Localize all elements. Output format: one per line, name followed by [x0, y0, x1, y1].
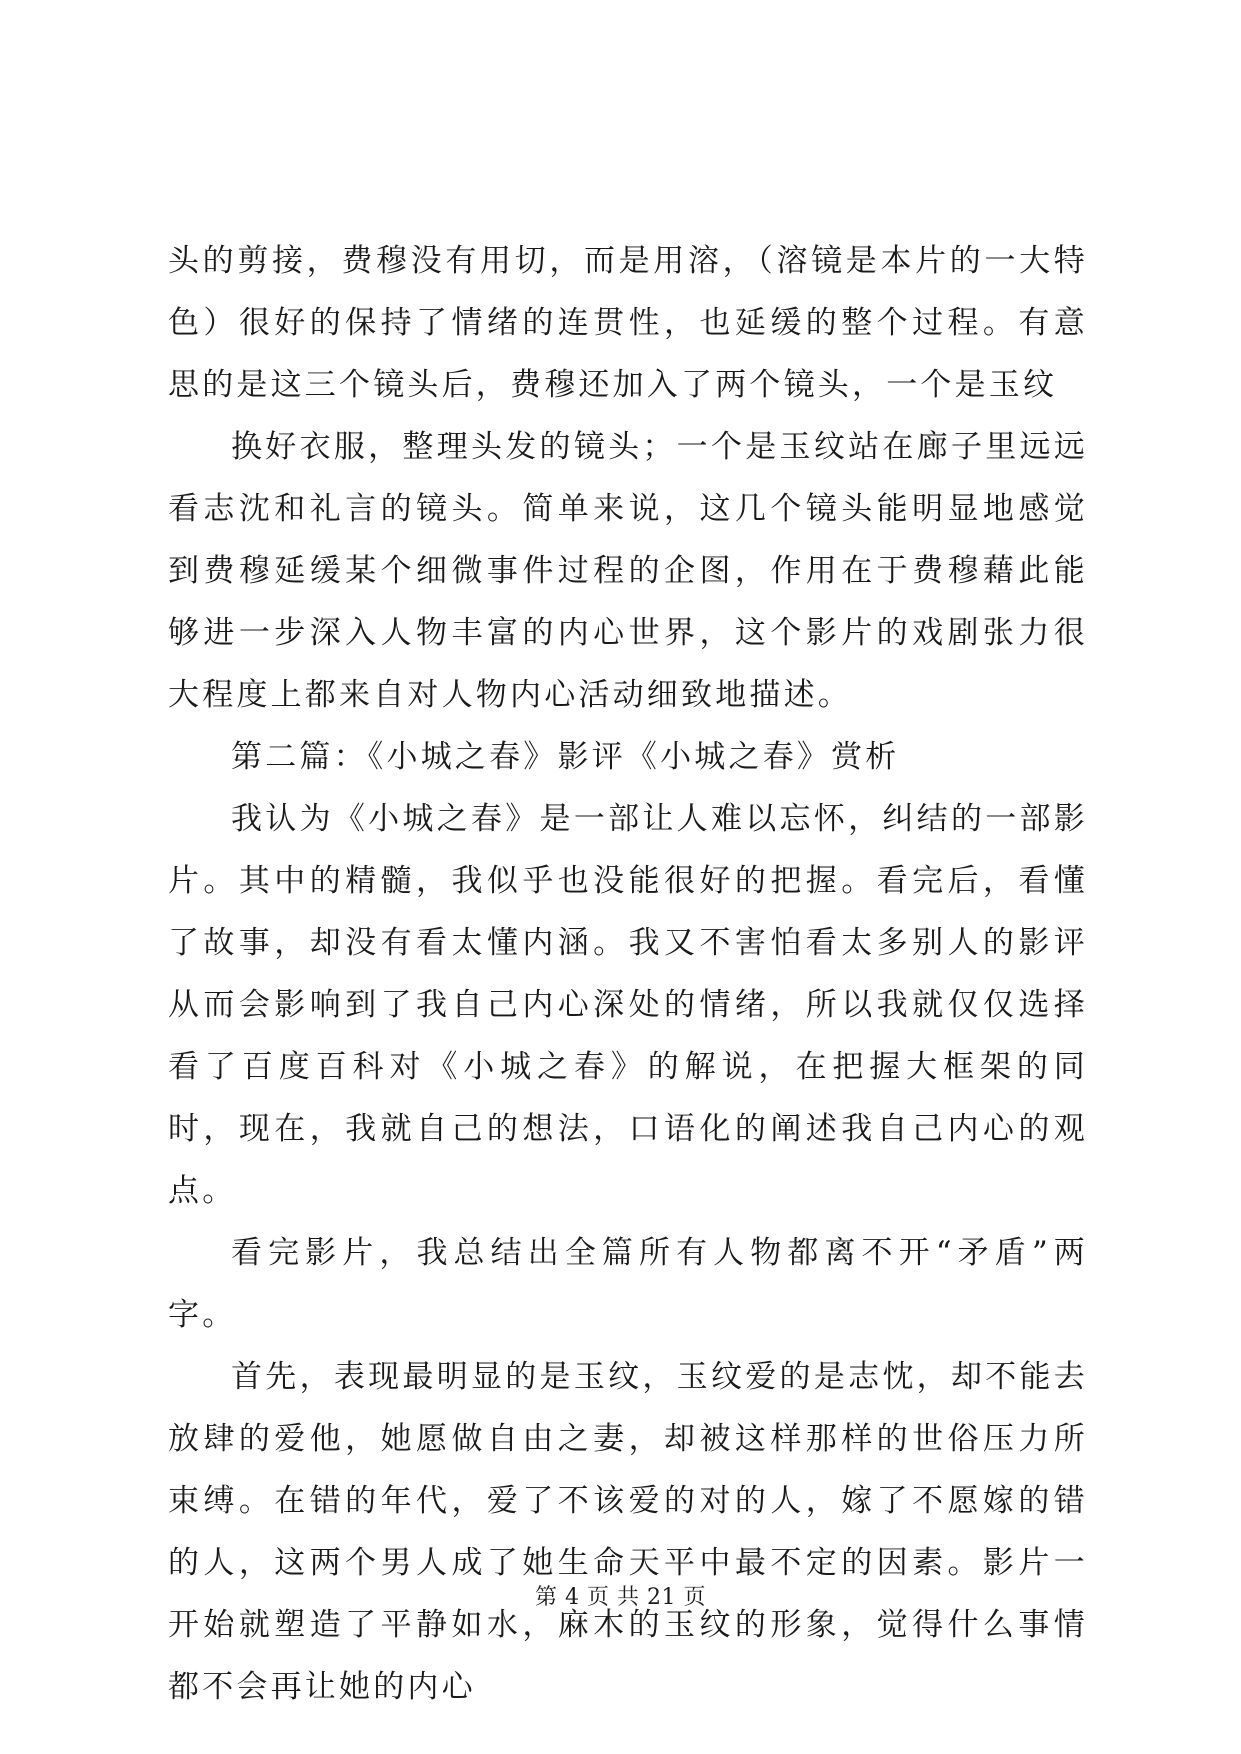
paragraph-1: 头的剪接，费穆没有用切，而是用溶，（溶镜是本片的一大特色）很好的保持了情绪的连贯性，也延缓的整个过程。有意思的是这三个镜头后，费穆还加入了两个镜头，一个是玉纹 [168, 243, 1088, 403]
page-number-footer: 第 4 页 共 21 页 [535, 1585, 706, 1610]
document-body [168, 230, 1088, 1718]
paragraph-4: 看完影片，我总结出全篇所有人物都离不开“矛盾”两字。 [168, 1235, 1088, 1333]
section-heading: 第二篇：《小城之春》影评《小城之春》赏析 [231, 739, 900, 775]
paragraph-3: 我认为《小城之春》是一部让人难以忘怀，纠结的一部影片。其中的精髓，我似乎也没能很好的把握。看完后，看懂了故事，却没有看太懂内涵。我又不害怕看太多别人的影评从而会影响到了我自己内心深处的情绪，所以我就仅仅选择看了百度百科对《小城之春》的解说，在把握大框架的同时，现在，我就自己的想法，口语化的阐述我自己内心的观点。 [168, 801, 1088, 1209]
paragraph-5: 首先，表现最明显的是玉纹，玉纹爱的是志忱，却不能去放肆的爱他，她愿做自由之妻，却被这样那样的世俗压力所束缚。在错的年代，爱了不该爱的对的人，嫁了不愿嫁的错的人，这两个男人成了她生命天平中最不定的因素。影片一开始就塑造了平静如水，麻木的玉纹的形象，觉得什么事情都不会再让她的内心 [168, 1359, 1088, 1705]
paragraph-2: 换好衣服，整理头发的镜头；一个是玉纹站在廊子里远远看志沈和礼言的镜头。简单来说，这几个镜头能明显地感觉到费穆延缓某个细微事件过程的企图，作用在于费穆藉此能够进一步深入人物丰富的内心世界，这个影片的戏剧张力很大程度上都来自对人物内心活动细致地描述。 [168, 429, 1088, 713]
